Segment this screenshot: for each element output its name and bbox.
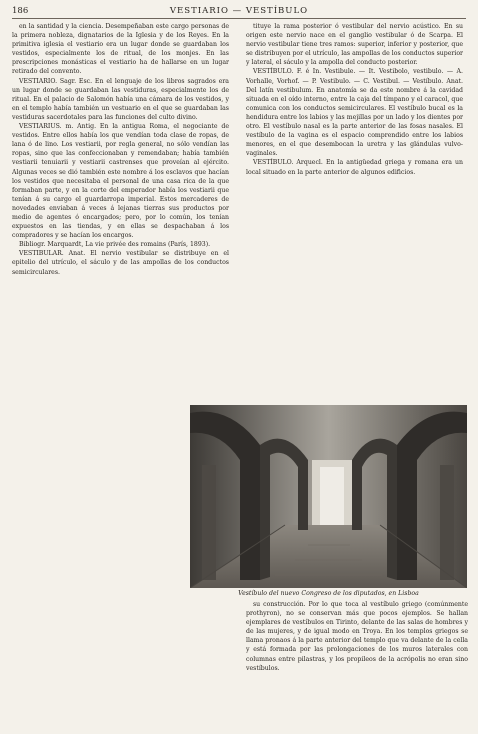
paragraph: VESTIBULAR. Anat. El nervio vestibular se distribuye en el epitelio del utrículo, el sáculo y de las ampollas de los conductos semicirculares. [12, 250, 229, 276]
left-column [12, 22, 229, 728]
paragraph: VESTÍBULO. F. é In. Vestibule. — It. Vestibolo, vestibulo. — A. Vorhalle, Vorhof. — P. Vestibulo. — C. Vestibul. — Vestíbulo. Anat. Del latín vestibulum. En anatomía se da este nombre á la cavidad situada en el oído interno, entre la caja del tímpano y el caracol, que comunica con los conductos semicirculares. El vestíbulo bucal es la hendidura entre los labios y las mejillas por un lado y los dientes por otro. El vestíbulo nasal es la parte anterior de las fosas nasales. El vestíbulo de la vagina es el espacio comprendido entre los labios menores, en el que desembocan la uretra y las glándulas vulvo-vaginales. [246, 68, 463, 158]
vestibule-photo [190, 405, 467, 588]
paragraph: tituye la rama posterior ó vestibular del nervio acústico. En su origen este nervio nace en el ganglio vestibular ó de Scarpa. El nervio vestibular tiene tres ramos: superior, inferior y posterior, que se distribuyen por el utrículo, las ampollas de los conductos superior y lateral, el sáculo y la ampolla del conducto posterior. [246, 23, 463, 67]
right-column [246, 22, 463, 402]
page-number: 186 [12, 6, 29, 16]
page-header [12, 4, 466, 19]
paragraph: VESTÍBULO. Arquecl. En la antigüedad griega y romana era un local situado en la parte anterior de algunos edificios. [246, 159, 463, 176]
figure-caption: Vestíbulo del nuevo Congreso de los diputados, en Lisboa [238, 590, 419, 597]
paragraph: en la santidad y la ciencia. Desempeñaban este cargo personas de la primera nobleza, dignatarios de la Iglesia y de los Reyes. En la primitiva iglesia el vestiario era un lugar donde se guardaban los vestidos, especialmente los de ritual, de los monjes. En las prescripciones monásticas el vestiario ha de hallarse en un lugar retirado del convento. [12, 23, 229, 76]
paragraph: su construcción. Por lo que toca al vestíbulo griego (comúnmente prothyron), no se conservan más que pocos ejemplos. Se hallan ejemplares de vestíbulos en Tirinto, delante de las salas de hombres y de las mujeres, y de igual modo en Troya. En los templos griegos se llama pronaos á la parte anterior del templo que va delante de la cella y está formada por las prolongaciones de los muros laterales con columnas entre pilastras, y los propileos de la acrópolis no eran sino vestíbulos. [246, 601, 468, 672]
paragraph: Bibliogr. Marquardt, La vie privée des romains (París, 1893). [19, 241, 211, 249]
running-title: VESTIARIO — VESTÍBULO [169, 6, 309, 16]
bottom-right-column [246, 600, 468, 728]
paragraph: VESTIARIUS. m. Antig. En la antigua Roma, el negociante de vestidos. Entre ellos había los que vendían toda clase de ropas, de lana ó de lino. Los vestiarii, por regla general, no sólo vendían las ropas, sino que las confeccionaban y remendaban; había también vestiarii tenuiarii y vestiarii castrenses que proveían al ejército. Algunas veces se dió también este nombre á los esclavos que hacían los vestidos que necesitaba el personal de una casa rica de la que formaban parte, y en la corte del emperador había los vestiarii que tenían á su cargo el guardarropa imperial. Estos mercaderes de novedades enviaban á veces á lejanas tierras sus productos por medio de agentes ó encargados; pero, por lo común, los tenían expuestos en las tiendas, y en ellas se despachaban á los compradores y se hacían los encargos. [12, 123, 229, 240]
paragraph: VESTIARIO. Sagr. Esc. En el lenguaje de los libros sagrados era un lugar donde se guardaban las vestiduras, especialmente los de ritual. En el palacio de Salomón había una cámara de los vestidos, y en el templo había también un vestuario en el que se guardaban las vestiduras sacerdotales para las funciones del culto divino. [12, 77, 229, 121]
